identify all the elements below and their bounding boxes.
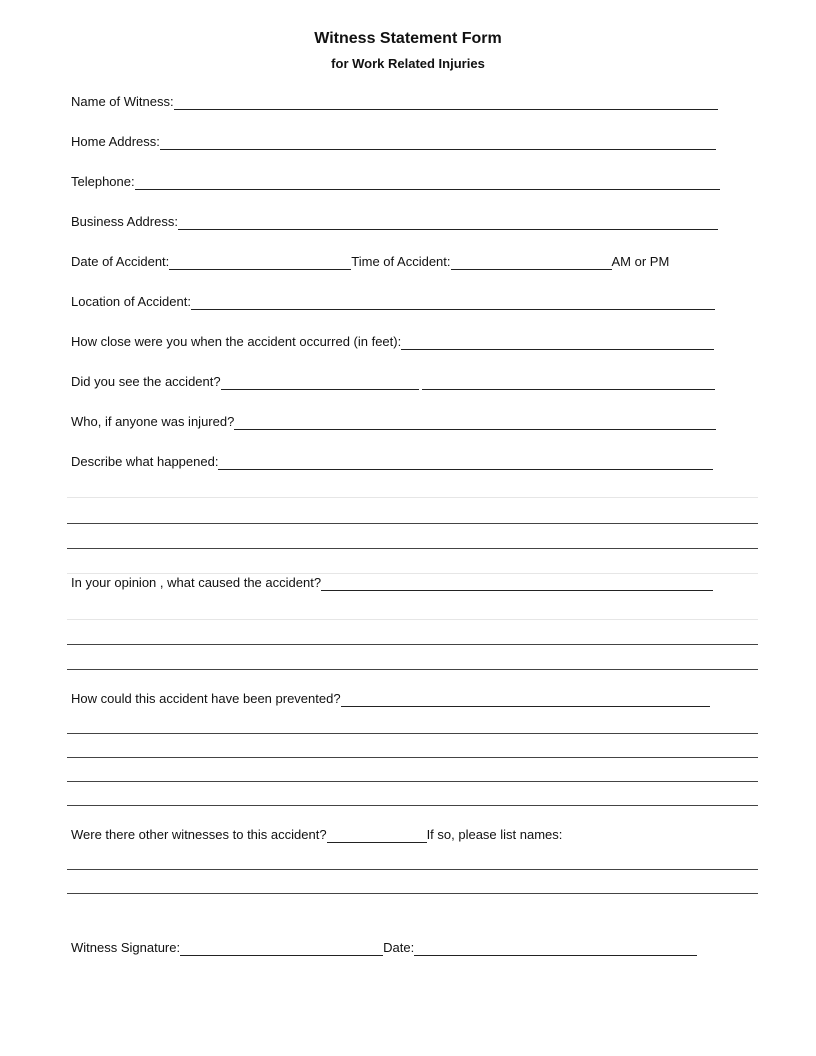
opinion-label: In your opinion , what caused the accident? bbox=[71, 575, 322, 590]
time-of-accident-label: Time of Accident: bbox=[351, 254, 451, 269]
business-address-field[interactable] bbox=[178, 215, 718, 230]
prevented-writing-line[interactable] bbox=[67, 805, 758, 806]
prevented-writing-line[interactable] bbox=[67, 781, 758, 782]
prevented-row bbox=[71, 689, 710, 707]
did-you-see-label: Did you see the accident? bbox=[71, 374, 221, 389]
prevented-field[interactable] bbox=[341, 692, 710, 707]
other-witnesses-label: Were there other witnesses to this accident? bbox=[71, 827, 327, 842]
home-address-field[interactable] bbox=[160, 135, 716, 150]
name-of-witness-field[interactable] bbox=[174, 95, 718, 110]
opinion-row bbox=[71, 573, 713, 591]
am-pm-label: AM or PM bbox=[611, 254, 670, 269]
opinion-writing-line[interactable] bbox=[67, 669, 758, 670]
witness-names-line[interactable] bbox=[67, 869, 758, 870]
witness-names-line[interactable] bbox=[67, 893, 758, 894]
home-address-row bbox=[71, 132, 716, 150]
who-injured-field[interactable] bbox=[234, 415, 716, 430]
witness-signature-field[interactable] bbox=[180, 941, 383, 956]
business-address-label: Business Address: bbox=[71, 214, 178, 229]
describe-writing-line[interactable] bbox=[67, 497, 758, 498]
date-of-accident-field[interactable] bbox=[169, 255, 351, 270]
did-you-see-field[interactable] bbox=[221, 375, 419, 390]
prevented-label: How could this accident have been prevented? bbox=[71, 691, 341, 706]
form-title: Witness Statement Form bbox=[314, 30, 502, 47]
describe-row bbox=[71, 452, 713, 470]
date-label: Date: bbox=[383, 940, 415, 955]
how-close-label: How close were you when the accident occurred (in feet): bbox=[71, 334, 402, 349]
home-address-label: Home Address: bbox=[71, 134, 160, 149]
location-label: Location of Accident: bbox=[71, 294, 191, 309]
did-you-see-extra-field[interactable] bbox=[422, 375, 715, 390]
who-injured-row bbox=[71, 412, 716, 430]
telephone-row bbox=[71, 172, 720, 190]
did-you-see-row bbox=[71, 372, 715, 390]
telephone-field[interactable] bbox=[135, 175, 720, 190]
other-witnesses-row bbox=[71, 825, 631, 843]
name-of-witness-label: Name of Witness: bbox=[71, 94, 174, 109]
form-subtitle: for Work Related Injuries bbox=[331, 56, 485, 71]
describe-label: Describe what happened: bbox=[71, 454, 219, 469]
business-address-row bbox=[71, 212, 718, 230]
prevented-writing-line[interactable] bbox=[67, 757, 758, 758]
how-close-field[interactable] bbox=[401, 335, 714, 350]
witness-signature-label: Witness Signature: bbox=[71, 940, 181, 955]
date-of-accident-label: Date of Accident: bbox=[71, 254, 170, 269]
telephone-label: Telephone: bbox=[71, 174, 135, 189]
prevented-writing-line[interactable] bbox=[67, 733, 758, 734]
other-witnesses-field[interactable] bbox=[327, 828, 427, 843]
date-field[interactable] bbox=[414, 941, 697, 956]
name-of-witness-row bbox=[71, 92, 718, 110]
location-field[interactable] bbox=[191, 295, 715, 310]
time-of-accident-field[interactable] bbox=[451, 255, 612, 270]
describe-writing-line[interactable] bbox=[67, 523, 758, 524]
date-time-row bbox=[71, 252, 711, 270]
opinion-writing-line[interactable] bbox=[67, 619, 758, 620]
opinion-field[interactable] bbox=[321, 576, 713, 591]
describe-writing-line[interactable] bbox=[67, 548, 758, 549]
opinion-writing-line[interactable] bbox=[67, 644, 758, 645]
location-row bbox=[71, 292, 715, 310]
signature-row bbox=[71, 938, 697, 956]
list-names-label: If so, please list names: bbox=[426, 827, 563, 842]
describe-field[interactable] bbox=[218, 455, 713, 470]
how-close-row bbox=[71, 332, 714, 350]
who-injured-label: Who, if anyone was injured? bbox=[71, 414, 235, 429]
